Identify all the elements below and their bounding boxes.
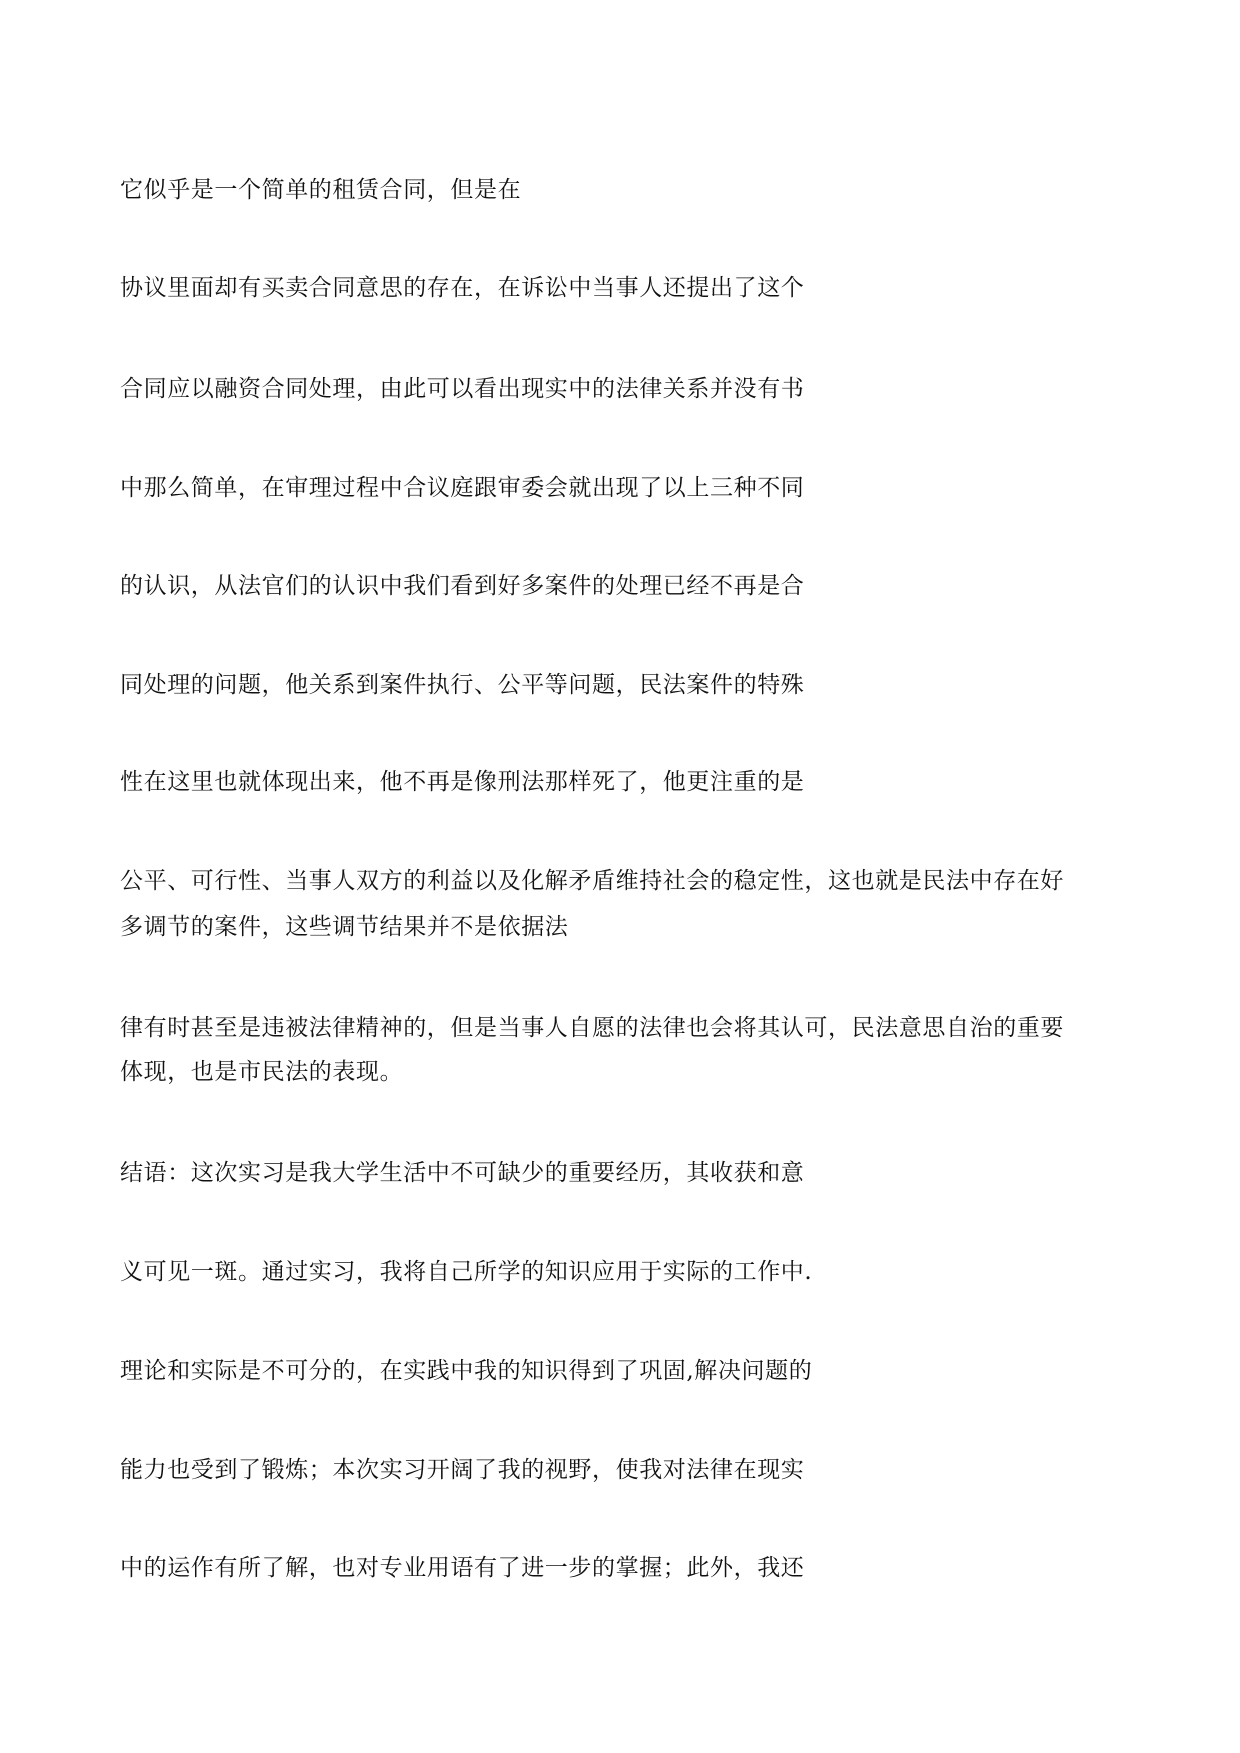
paragraph-line: 结语：这次实习是我大学生活中不可缺少的重要经历，其收获和意 bbox=[120, 1160, 805, 1186]
paragraph-line: 中那么简单，在审理过程中合议庭跟审委会就出现了以上三种不同 bbox=[120, 475, 805, 501]
paragraph-line: 公平、可行性、当事人双方的利益以及化解矛盾维持社会的稳定性，这也就是民法中存在好 bbox=[120, 868, 1064, 894]
paragraph-line: 性在这里也就体现出来，他不再是像刑法那样死了，他更注重的是 bbox=[120, 769, 805, 795]
paragraph-line: 同处理的问题，他关系到案件执行、公平等问题，民法案件的特殊 bbox=[120, 672, 805, 698]
paragraph-line: 中的运作有所了解，也对专业用语有了进一步的掌握；此外，我还 bbox=[120, 1555, 805, 1581]
paragraph-line: 理论和实际是不可分的，在实践中我的知识得到了巩固,解决问题的 bbox=[120, 1358, 813, 1384]
paragraph-line: 能力也受到了锻炼；本次实习开阔了我的视野，使我对法律在现实 bbox=[120, 1457, 805, 1483]
paragraph-line: 多调节的案件，这些调节结果并不是依据法 bbox=[120, 914, 569, 940]
paragraph-line: 体现，也是市民法的表现。 bbox=[120, 1059, 404, 1085]
paragraph-line: 律有时甚至是违被法律精神的，但是当事人自愿的法律也会将其认可，民法意思自治的重要 bbox=[120, 1015, 1064, 1041]
paragraph-line: 它似乎是一个简单的租赁合同，但是在 bbox=[120, 177, 522, 203]
paragraph-line: 义可见一斑。通过实习，我将自己所学的知识应用于实际的工作中. bbox=[120, 1259, 813, 1285]
paragraph-line: 协议里面却有买卖合同意思的存在，在诉讼中当事人还提出了这个 bbox=[120, 275, 805, 301]
paragraph-line: 的认识，从法官们的认识中我们看到好多案件的处理已经不再是合 bbox=[120, 573, 805, 599]
paragraph-line: 合同应以融资合同处理，由此可以看出现实中的法律关系并没有书 bbox=[120, 376, 805, 402]
